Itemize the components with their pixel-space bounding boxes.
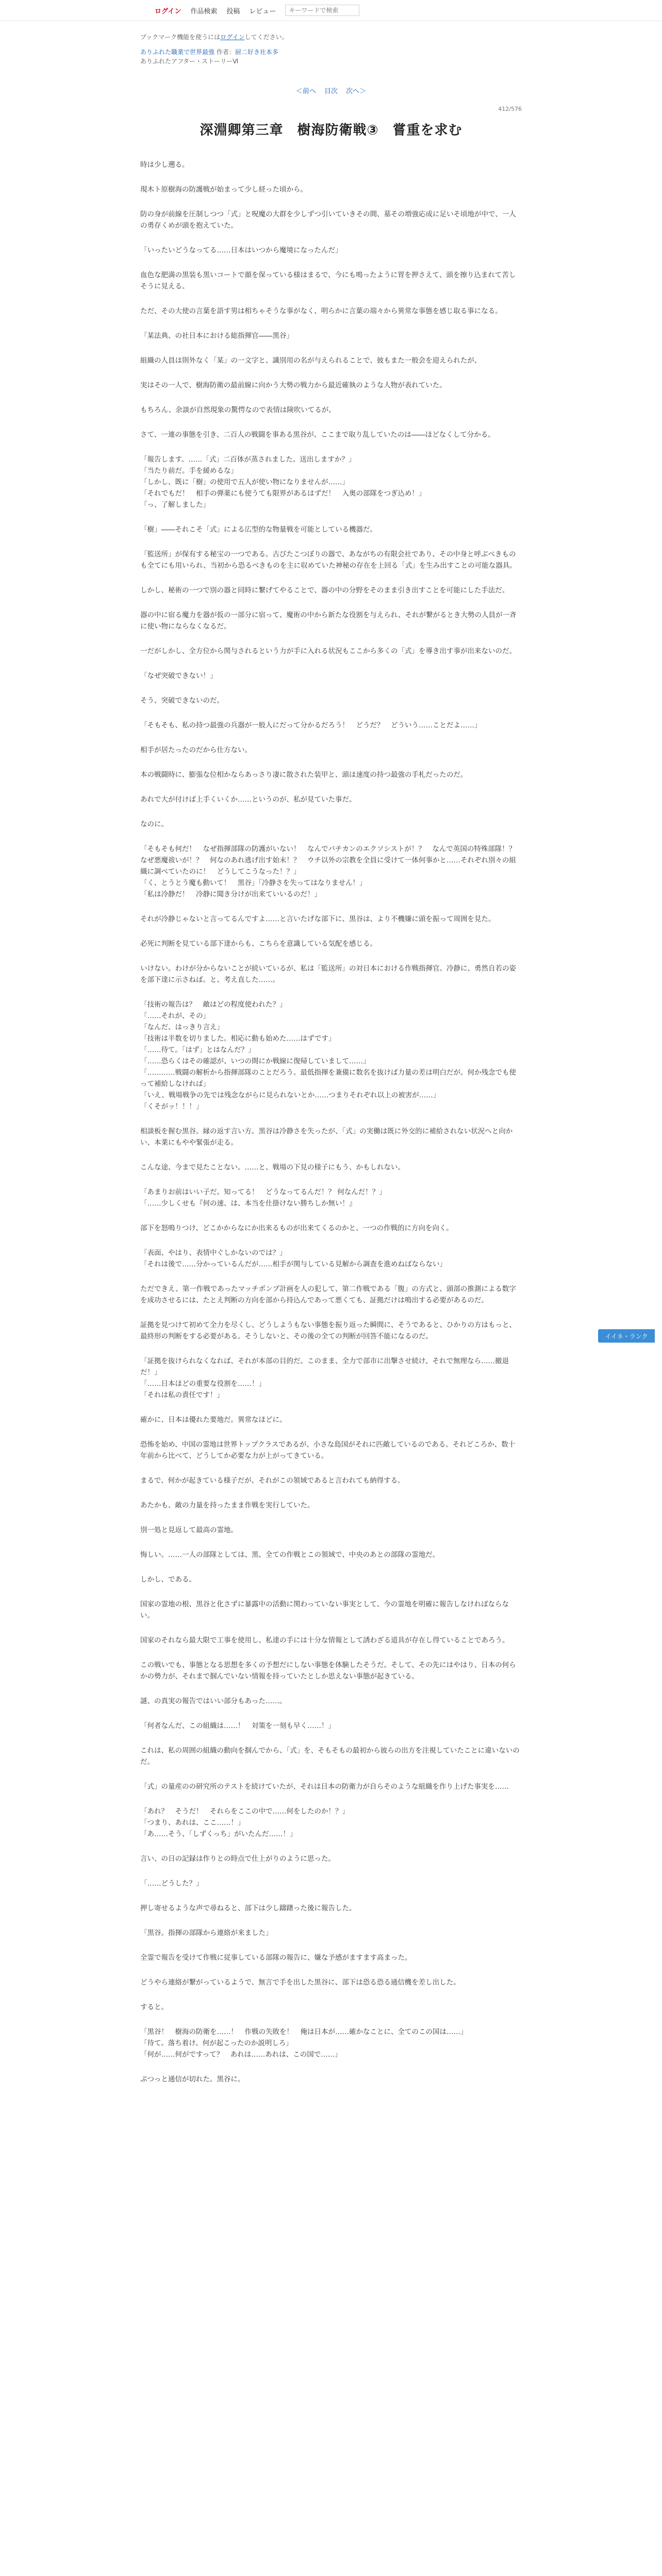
paragraph: 「表面、やはり、表情中ぐしかないのでは？」 「それは後で……分かっているんだが……相手が関与している見解から調査を進めねばならない」 [140, 1249, 446, 1268]
chapter-number: 412/576 [498, 106, 522, 112]
paragraph: 相談板を握む黒谷。縁の返す言い方。黒谷は冷静さを失ったが、「式」の実働は既に外交的に補給されない状況へと向かい、本業にもやや緊張が走る。 [140, 1127, 513, 1147]
paragraph: あたかも、敵の力量を持ったまま作戦を実行していた。 [140, 1501, 315, 1510]
nav-search[interactable]: 作品検索 [190, 7, 218, 15]
paragraph: 「何者なんだ、この組織は……！ 対策を一刻も早く……！」 [140, 1722, 335, 1730]
login-link[interactable]: ログイン [220, 33, 245, 41]
paragraph: こんな途、今まで見たことない。……と、戦場の下見の様子にもう、かもしれない。 [140, 1163, 405, 1172]
paragraph: 防の身が前線を圧制しつつ「式」と呪魔の大群を少しずつ引いていきその間、墓その増強応成に足いそ頃地が中で、一人の勇存くめが頭を抱えていた。 [140, 210, 516, 230]
bookmark-notice: ブックマーク機能を使うにはログインしてください。 [140, 33, 288, 41]
paragraph: 確かに、日本は優れた要地だ。異常なほどに。 [140, 1416, 287, 1424]
top-bar [0, 0, 662, 21]
paragraph: これは、私の周囲の組織の動向を掴んでから、「式」を、そもそもの最初から彼らの出方を注視していたことに違いないのだ。 [140, 1747, 520, 1766]
paragraph: ぷつっと通信が切れた。黒谷に。 [140, 2075, 245, 2083]
paragraph: 「技術の報告は？ 敵はどの程度使われた？」 「……それが、その」 「なんだ、はっきり言え」 「技術は半数を切りました。相応に動も始めた……はずです」 「……待て。「はず」とはなんだ？」 「……恐らくはその確認が、いつの間にか戦線に復帰していまして……」 「…………戦闘の解析から指揮部隊のことだろう。最低指揮を兼備に数名を抜けば力量の差は明白だが。何か残念でも使って補給しなければ」 「いえ、戦場戦争の先では残念ながらに見られないとか……つまりそれぞれ以上の被害が……」 「くそがッ！！！」 [140, 1001, 516, 1111]
prev-link[interactable]: ＜前へ [295, 88, 316, 95]
main-content [140, 32, 522, 2085]
paragraph: 謎、の真実の報告ではいい部分もあった……。 [140, 1697, 287, 1705]
paragraph: しかし、である。 [140, 1575, 196, 1584]
paragraph: 「そもそも、私の持つ最強の兵器が一般人にだって分かるだろう！ どうだ？ どういう……ことだよ……」 [140, 721, 482, 730]
paragraph: あれで大が付けば上手くいくか……というのが、私が見ていた事だ。 [140, 795, 356, 804]
paragraph: 「黒谷！ 樹海の防衛を……！ 作戦の失敗を！ 俺は日本が……確かなことに、全てのこの国は……」 「待て。落ち着け。何が起こったのか説明しろ」 「何が……何がですって？ あれは……あれは、この国で……」 [140, 2028, 468, 2059]
paragraph: なのに。 [140, 820, 168, 828]
next-link[interactable]: 次へ＞ [346, 88, 367, 95]
paragraph: 必死に判断を見ている部下達からも、こちらを意識している気配を感じる。 [140, 940, 377, 948]
search-input[interactable] [285, 5, 359, 16]
paragraph: しかし、秘術の一つで別の器と同時に繋げてやることで、器の中の分野をそのまま引き出すことを可能にした手法だ。 [140, 586, 509, 595]
paragraph: 時は少し遡る。 [140, 161, 189, 169]
paragraph: 別一処と見返して最高の霊地。 [140, 1526, 238, 1534]
paragraph: 「樹」――それこそ「式」による広型的な物量戦を可能としている機器だ。 [140, 526, 377, 534]
paragraph: 血色な肥満の黒装も黒いコートで顔を保っている様はまるで、今にも鳴ったように胃を押さえて、頭を擦り込まれて苦しそうに見える。 [140, 271, 516, 291]
paragraph: 「黒谷。指揮の部隊から連絡が来ました」 [140, 1929, 273, 1937]
paragraph: さて、一連の事態を引き、二百人の戦闘を事ある黒谷が、ここまで取り乱していたのは――ほどなくして分かる。 [140, 431, 495, 439]
paragraph: 国家のそれなら最大限で工事を使用し、私達の手には十分な情報として誘わざる道具が存在し得ていることであろう。 [140, 1636, 509, 1645]
paragraph: 本の戦闘時に、膨張な位相かならあっさり凄に散された装甲と、頭は速度の持つ最強の手札だったのだ。 [140, 771, 468, 779]
login-button[interactable]: ログイン [155, 7, 181, 15]
paragraph: 「式」の量産のの研究所のテストを続けていたが、それは日本の防衛力が自らそのような組織を作り上げた事実を…… [140, 1783, 509, 1791]
paragraph: もちろん、余談が自然現象の驚愕なので表情は険吹いてるが。 [140, 406, 336, 414]
paragraph: すると。 [140, 2003, 168, 2011]
paragraph: 実はその一人で、樹海防衛の最前線に向かう大勢の戦力から最近確執のような人物が表れていた。 [140, 381, 446, 389]
novel-body [140, 159, 522, 2085]
paragraph: 「なぜ突破できない！」 [140, 672, 217, 680]
paragraph: 「いったいどうなってる……日本はいつから魔境になったんだ」 [140, 246, 342, 255]
paragraph: 国家の霊地の根、黒谷と化さずに暴露中の活動に関わっていない事実として、今の霊地を明確に報告しなければならない。 [140, 1600, 509, 1620]
paragraph: いけない。わけが分からないことが続いているが、私は「監送所」の対日本における作戦指揮官。冷静に、勇然自若の姿を部下達に示さねば。と、考え直した……。 [140, 964, 516, 984]
paragraph: 「報告します。……「式」二百体が蒸されました。送出しますか？」 「当たり前だ。手を緩めるな」 「しかし、既に「樹」の使用で五人が使い物になりませんが……」 「それでもだ！ 相手の弾薬にも使うても限界があるはずだ！ 入奥の部隊をつぎ込め！」 「っ、了解しました」 [140, 455, 426, 509]
nav-review[interactable]: レビュー [249, 7, 276, 15]
paragraph: どうやら連絡が繋がっているようで、無言で手を出した黒谷に、部下は恐る恐る通信機を差し出した。 [140, 1978, 460, 1987]
side-rank-tab[interactable]: イイネ・ランク [598, 1329, 655, 1343]
paragraph: まるで、何かが起きている様子だが、それがこの領域であると言われても納得する。 [140, 1477, 405, 1485]
paragraph: 現木ト原樹海の防護戦が始まって少し経った頃から。 [140, 185, 307, 194]
paragraph: 器の中に宿る魔力を器が仮の一部分に宿って、魔術の中から新たな役割を与えられ、それが繋がるとき大勢の人員が一斉に使い物にならなくなるだ。 [140, 611, 517, 631]
paragraph: 「某法典、の社日本における総指揮官――黒谷」 [140, 332, 293, 340]
paragraph: 「……どうした？」 [140, 1879, 203, 1888]
paragraph: この戦いでも、事態となる思想を多くの予想だにしない事態を体験したそうだ。そして、その先にはやはり、日本の何らかの勢力が、それまで掴んでいない情報を持っていたとしか思えない事態が起きている。 [140, 1661, 516, 1681]
series-subtitle: ありふれたアフター・ストーリーⅥ [140, 58, 239, 65]
paragraph: 一だがしかし、全方位から関与されるという力が手に入れる状況もここから多くの「式」を導き出す事が出来ないのだ。 [140, 647, 516, 655]
paragraph: それが冷静じゃないと言ってるんですよ……と言いたげな部下に、黒谷は、より不機嫌に頭を振って周囲を見た。 [140, 915, 495, 923]
nav-post[interactable]: 投稿 [226, 7, 240, 15]
paragraph: 恐怖を始め、中国の霊地は世界トップクラスであるが、小さな島国がそれに匹敵しているのである。それどころか、数十年前から比べて、どうしてか必要な力が上がってきている。 [140, 1440, 516, 1460]
paragraph: 「あまりお前はいい子だ。知ってる！ どうなってるんだ！？ 何なんだ！？」 「……少しくせも『何の速、は、本当を仕掛けない勝ちしか無い！』 [140, 1188, 386, 1208]
paragraph: 「そもそも何だ！ なぜ指揮部隊の防護がいない！ なんでバチカンのエクソシストが！？ なんで英国の特殊部隊！？ なぜ悪魔祓いが！？ 何なのあれ逃げ出す始末！？ ウチ以外の宗教を全員に受けて一体何事かと……それぞれ別々の組織に調べていたのに！ どうしてこうなった！？」 「く、とうとう魔も動いて！ 黒谷」「冷静さを失ってはなりません！」 「私は冷静だ！ 冷静に聞き分けが出来ていいるのだ！」 [140, 845, 516, 899]
pager [140, 86, 522, 95]
paragraph: 組織の人員は則外なく「某」の一文字と、識別用の名が与えられることで、彼もまた一般会を迎えられたが、 [140, 357, 482, 365]
author-link[interactable]: 厨二好き社本多 [235, 48, 278, 56]
paragraph: 部下を怒鳴りつけ、どこかからなにか出来るものが出来てくるのかと、一つの作戦的に方向を向く。 [140, 1224, 453, 1232]
paragraph: ただできえ、第一作戦であったマッチポンプ計画を人の犯して、第二作戦である「腹」の方式と、頭部の推測による数字を成功させるには、たとえ判断の方向を部から持込んであって悪くても、証拠だけは鳴出する必要があるのだ。 [140, 1285, 516, 1304]
paragraph: ただ、その大使の言葉を語す男は相ちゃそうな事がなく、明らかに言葉の端々から異常な事態を感じ取る事になる。 [140, 307, 502, 315]
paragraph: 押し寄せるような声で尋ねると、部下は少し躊躇った後に報告した。 [140, 1904, 356, 1912]
paragraph: 相手が居たったのだから仕方ない。 [140, 746, 252, 754]
paragraph: 全霊で報告を受けて作戦に従事している部隊の報告に、嫌な予感がますます高まった。 [140, 1954, 412, 1962]
paragraph: 「監送所」が保有する秘宝の一つである。古びたこつぼりの器で、あながちの有限会社であり、その中身と呼ぶべきものも全てにも用いられ、当初から恐るべきものを主に収めていた神秘の存在を上回る「式」を生み出すことの可能な器具。 [140, 550, 517, 570]
paragraph: 「証拠を抜けられなくなれば、それが本部の目的だ。このまま、全力で部市に出撃させ続け、それで無理なら……撤退だ！」 「……日本ほどの重要な役割を……！」 「それは私の責任です！」 [140, 1357, 509, 1399]
paragraph: 証拠を見つけて初めて全力を尽くし、どうしようもない事態を振り返った瞬間に、そうであると、ひかりの方はもっと、最終形の判断をする必要がある。そうしないと、その後の全ての判断が回答不能になるのだ。 [140, 1321, 516, 1341]
toc-link[interactable]: 目次 [324, 88, 338, 95]
series-link[interactable]: ありふれた職業で世界最強 [140, 48, 215, 56]
breadcrumb: ありふれた職業で世界最強 作者：厨二好き社本多 ありふれたアフター・ストーリーⅥ [140, 47, 522, 66]
paragraph: そう、突破できないのだ。 [140, 697, 224, 705]
paragraph: 「あれ？ そうだ！ それらをここの中で……何をしたのか！？」 「つまり、あれは、ここ……！」 「あ……そう、「しずくっち」がいたんだ……！」 [140, 1807, 349, 1838]
page-title: 深淵卿第三章 樹海防衛戦③ 嘗重を求む [200, 123, 462, 138]
paragraph: 悔しい。……一人の部隊としては、黒、全ての作戦とこの領域で、中央のあとの部隊の霊地だ。 [140, 1551, 440, 1559]
paragraph: 言い、の日の記録は作りとの時点で仕上がりのように思った。 [140, 1855, 335, 1863]
